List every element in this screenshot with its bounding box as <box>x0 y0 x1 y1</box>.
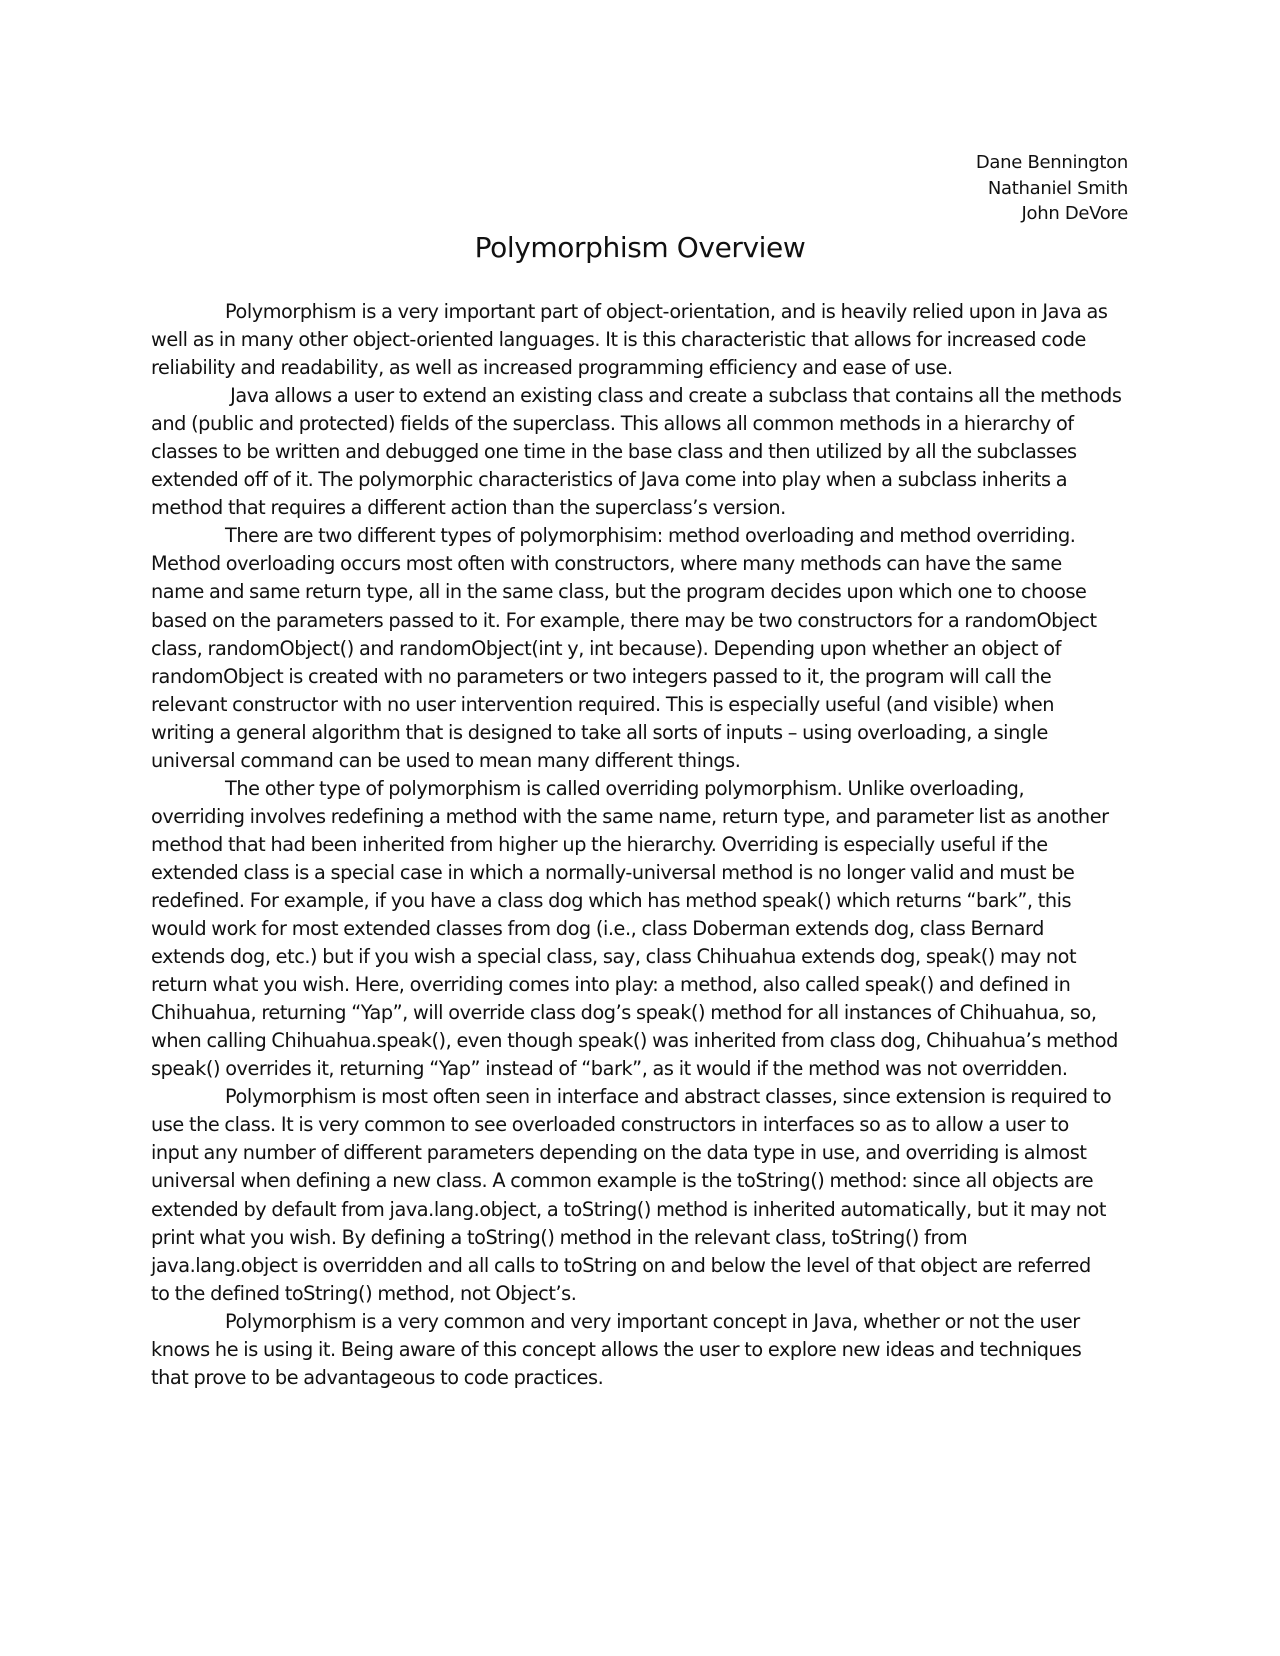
text-line: universal when defining a new class. A common example is the toString() method: since all objects are <box>151 1169 1094 1193</box>
text-line: reliability and readability, as well as increased programming efficiency and ease of use. <box>151 356 953 380</box>
text-line: classes to be written and debugged one time in the base class and then utilized by all the subclasses <box>151 440 1077 464</box>
paragraph <box>151 382 1136 522</box>
paragraph <box>151 1308 1136 1392</box>
text-line: The other type of polymorphism is called overriding polymorphism. Unlike overloading, <box>225 776 1025 800</box>
text-line: writing a general algorithm that is designed to take all sorts of inputs – using overloading, a single <box>151 720 1048 744</box>
text-line: class, randomObject() and randomObject(int y, int because). Depending upon whether an object of <box>151 636 1061 660</box>
text-line: universal command can be used to mean many different things. <box>151 748 741 772</box>
text-line: Method overloading occurs most often with constructors, where many methods can have the same <box>151 552 1062 576</box>
text-line: Java allows a user to extend an existing class and create a subclass that contains all the methods <box>225 384 1122 408</box>
text-line: speak() overrides it, returning “Yap” instead of “bark”, as it would if the method was not overridden. <box>151 1057 1068 1081</box>
text-line: input any number of different parameters depending on the data type in use, and overriding is almost <box>151 1141 1087 1165</box>
paragraph <box>151 298 1136 382</box>
text-line: that prove to be advantageous to code practices. <box>151 1365 604 1389</box>
text-line: redefined. For example, if you have a class dog which has method speak() which returns “bark”, this <box>151 888 1072 912</box>
text-line: print what you wish. By defining a toString() method in the relevant class, toString() from <box>151 1225 968 1249</box>
text-line: overriding involves redefining a method with the same name, return type, and parameter list as another <box>151 804 1109 828</box>
text-line: method that had been inherited from higher up the hierarchy. Overriding is especially useful if the <box>151 832 1048 856</box>
text-line: would work for most extended classes from dog (i.e., class Doberman extends dog, class Bernard <box>151 917 1044 941</box>
author-list <box>976 150 1128 227</box>
text-line: java.lang.object is overridden and all calls to toString on and below the level of that object are referred <box>151 1253 1091 1277</box>
text-line: method that requires a different action than the superclass’s version. <box>151 496 786 520</box>
text-line: extended off of it. The polymorphic characteristics of Java come into play when a subclass inherits a <box>151 468 1068 492</box>
text-line: well as in many other object-oriented languages. It is this characteristic that allows for increased code <box>151 328 1086 352</box>
author-name: John DeVore <box>1021 203 1128 224</box>
document-body <box>151 298 1136 1392</box>
document-title: Polymorphism Overview <box>474 231 806 264</box>
text-line: extends dog, etc.) but if you wish a special class, say, class Chihuahua extends dog, speak() may not <box>151 945 1077 969</box>
text-line: return what you wish. Here, overriding comes into play: a method, also called speak() and defined in <box>151 973 1071 997</box>
paragraph <box>151 522 1136 774</box>
text-line: knows he is using it. Being aware of this concept allows the user to explore new ideas and techniques <box>151 1337 1082 1361</box>
text-line: when calling Chihuahua.speak(), even though speak() was inherited from class dog, Chihuahua’s method <box>151 1029 1118 1053</box>
text-line: extended class is a special case in which a normally-universal method is no longer valid and must be <box>151 860 1075 884</box>
text-line: name and same return type, all in the same class, but the program decides upon which one to choose <box>151 580 1087 604</box>
paragraph <box>151 775 1136 1084</box>
text-line: Chihuahua, returning “Yap”, will override class dog’s speak() method for all instances of Chihuahua, so, <box>151 1001 1097 1025</box>
text-line: randomObject is created with no parameters or two integers passed to it, the program will call the <box>151 664 1052 688</box>
text-line: Polymorphism is a very common and very important concept in Java, whether or not the user <box>225 1309 1080 1333</box>
text-line: There are two different types of polymorphisim: method overloading and method overriding. <box>225 524 1076 548</box>
text-line: based on the parameters passed to it. For example, there may be two constructors for a randomObject <box>151 608 1097 632</box>
text-line: and (public and protected) fields of the superclass. This allows all common methods in a hierarchy of <box>151 412 1074 436</box>
text-line: Polymorphism is a very important part of object-orientation, and is heavily relied upon in Java as <box>225 300 1108 323</box>
text-line: Polymorphism is most often seen in interface and abstract classes, since extension is required to <box>225 1085 1112 1109</box>
text-line: relevant constructor with no user intervention required. This is especially useful (and visible) when <box>151 692 1055 716</box>
author-name: Dane Bennington <box>975 152 1128 173</box>
text-line: use the class. It is very common to see overloaded constructors in interfaces so as to allow a user to <box>151 1113 1069 1137</box>
text-line: extended by default from java.lang.object, a toString() method is inherited automatically, but it may not <box>151 1197 1106 1221</box>
paragraph <box>151 1083 1136 1307</box>
text-line: to the defined toString() method, not Object’s. <box>151 1281 577 1305</box>
author-name: Nathaniel Smith <box>987 177 1128 199</box>
